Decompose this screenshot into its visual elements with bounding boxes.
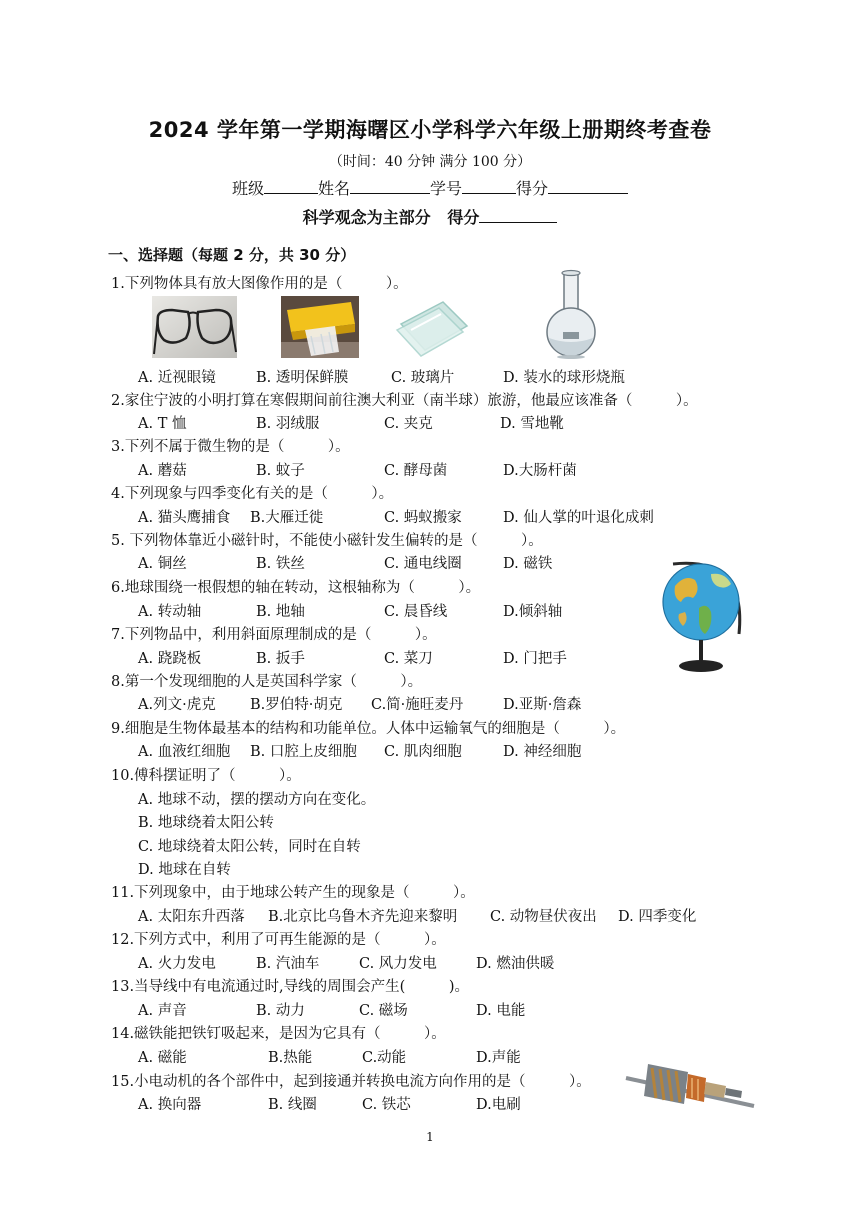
option-b[interactable]: B. 地轴 xyxy=(256,604,305,620)
motor-image xyxy=(622,1054,758,1118)
option-d[interactable]: D. 装水的球形烧瓶 xyxy=(503,370,625,386)
class-label: 班级 xyxy=(231,179,264,198)
option-b[interactable]: B. 汽油车 xyxy=(256,956,320,972)
option-c[interactable]: C. 动物昼伏夜出 xyxy=(490,909,597,925)
name-label: 姓名 xyxy=(317,179,350,198)
option-b[interactable]: B. 口腔上皮细胞 xyxy=(250,744,357,760)
question-13: 13.当导线中有电流通过时,导线的周围会产生( )。 xyxy=(111,979,469,995)
option-b[interactable]: B. 动力 xyxy=(256,1003,305,1019)
option-c[interactable]: C. 菜刀 xyxy=(384,651,433,667)
option-a[interactable]: A. 太阳东升西落 xyxy=(138,909,245,925)
question-8: 8.第一个发现细胞的人是英国科学家（ ）。 xyxy=(111,674,423,690)
option-a[interactable]: A. 声音 xyxy=(138,1003,187,1019)
exam-title: 2024 学年第一学期海曙区小学科学六年级上册期终考查卷 xyxy=(148,118,712,142)
number-label: 学号 xyxy=(430,179,463,198)
question-7: 7.下列物品中，利用斜面原理制成的是（ ）。 xyxy=(111,627,437,643)
question-2: 2.家住宁波的小明打算在寒假期间前往澳大利亚（南半球）旅游，他最应该准备（ ）。 xyxy=(111,393,698,409)
option-d[interactable]: D.倾斜轴 xyxy=(503,604,563,620)
option-c[interactable]: C. 通电线圈 xyxy=(384,556,462,572)
score-blank[interactable] xyxy=(548,177,628,194)
plastic-wrap-image xyxy=(281,296,359,358)
option-c[interactable]: C. 酵母菌 xyxy=(384,463,448,479)
option-c[interactable]: C. 夹克 xyxy=(384,416,433,432)
option-b[interactable]: B. 地球绕着太阳公转 xyxy=(138,815,274,831)
option-b[interactable]: B. 线圈 xyxy=(268,1097,317,1113)
option-c[interactable]: C. 地球绕着太阳公转，同时在自转 xyxy=(138,839,361,855)
option-c[interactable]: C. 晨昏线 xyxy=(384,604,448,620)
option-a[interactable]: A. 蘑菇 xyxy=(138,463,187,479)
option-d[interactable]: D. 门把手 xyxy=(503,651,567,667)
option-a[interactable]: A. 跷跷板 xyxy=(138,651,202,667)
part-score-blank[interactable] xyxy=(479,206,557,223)
option-a[interactable]: A. 磁能 xyxy=(138,1050,187,1066)
option-b[interactable]: B. 扳手 xyxy=(256,651,305,667)
option-a[interactable]: A. 换向器 xyxy=(138,1097,202,1113)
option-d[interactable]: D.电刷 xyxy=(476,1097,521,1113)
student-info-line xyxy=(0,176,860,199)
glass-plate-image xyxy=(391,296,473,358)
question-12: 12.下列方式中，利用了可再生能源的是（ ）。 xyxy=(111,932,446,948)
score-label: 得分 xyxy=(516,179,549,198)
globe-image xyxy=(655,550,751,680)
section-heading: 一、选择题（每题 2 分，共 30 分） xyxy=(108,246,356,264)
question-4: 4.下列现象与四季变化有关的是（ ）。 xyxy=(111,486,394,502)
option-a[interactable]: A. 火力发电 xyxy=(138,956,216,972)
option-b[interactable]: B.大雁迁徙 xyxy=(250,510,324,526)
option-d[interactable]: D. 燃油供暖 xyxy=(476,956,555,972)
option-b[interactable]: B. 蚊子 xyxy=(256,463,305,479)
option-c[interactable]: C.动能 xyxy=(362,1050,407,1066)
option-c[interactable]: C. 磁场 xyxy=(359,1003,408,1019)
option-d[interactable]: D.大肠杆菌 xyxy=(503,463,577,479)
option-b[interactable]: B. 羽绒服 xyxy=(256,416,320,432)
option-d[interactable]: D.亚斯·詹森 xyxy=(503,697,582,713)
option-b[interactable]: B.热能 xyxy=(268,1050,313,1066)
question-15: 15.小电动机的各个部件中，起到接通并转换电流方向作用的是（ ）。 xyxy=(111,1074,591,1090)
question-1: 1.下列物体具有放大图像作用的是（ ）。 xyxy=(111,276,408,292)
question-3: 3.下列不属于微生物的是（ ）。 xyxy=(111,439,350,455)
option-d[interactable]: D. 四季变化 xyxy=(618,909,697,925)
option-a[interactable]: A. 血液红细胞 xyxy=(138,744,231,760)
option-d[interactable]: D.声能 xyxy=(476,1050,521,1066)
option-d[interactable]: D. 神经细胞 xyxy=(503,744,582,760)
question-10: 10.傅科摆证明了（ ）。 xyxy=(111,768,301,784)
option-a[interactable]: A. 近视眼镜 xyxy=(138,370,216,386)
part-score-line xyxy=(0,205,860,228)
round-flask-image xyxy=(539,268,603,360)
option-c[interactable]: C.简·施旺麦丹 xyxy=(371,697,464,713)
question-11: 11.下列现象中，由于地球公转产生的现象是（ ）。 xyxy=(111,885,475,901)
part-score-label: 得分 xyxy=(447,208,480,227)
option-c[interactable]: C. 肌肉细胞 xyxy=(384,744,462,760)
option-a[interactable]: A. 地球不动，摆的摆动方向在变化。 xyxy=(138,792,376,808)
option-c[interactable]: C. 铁芯 xyxy=(362,1097,411,1113)
option-c[interactable]: C. 玻璃片 xyxy=(391,370,455,386)
question-9: 9.细胞是生物体最基本的结构和功能单位。人体中运输氧气的细胞是（ ）。 xyxy=(111,721,626,737)
option-d[interactable]: D. 电能 xyxy=(476,1003,526,1019)
question-6: 6.地球围绕一根假想的轴在转动，这根轴称为（ ）。 xyxy=(111,580,481,596)
option-c[interactable]: C. 风力发电 xyxy=(359,956,437,972)
option-a[interactable]: A. 转动轴 xyxy=(138,604,202,620)
class-blank[interactable] xyxy=(264,177,318,194)
question-14: 14.磁铁能把铁钉吸起来，是因为它具有（ ）。 xyxy=(111,1026,446,1042)
question-5: 5. 下列物体靠近小磁针时，不能使小磁针发生偏转的是（ ）。 xyxy=(111,533,543,549)
option-d[interactable]: D. 雪地靴 xyxy=(500,416,564,432)
exam-subtitle: （时间：40 分钟 满分 100 分） xyxy=(328,154,532,170)
name-blank[interactable] xyxy=(350,177,430,194)
option-d[interactable]: D. 磁铁 xyxy=(503,556,553,572)
option-a[interactable]: A. T 恤 xyxy=(138,416,187,432)
option-b[interactable]: B.北京比乌鲁木齐先迎来黎明 xyxy=(268,909,458,925)
option-a[interactable]: A. 猫头鹰捕食 xyxy=(138,510,231,526)
glasses-image xyxy=(152,296,237,358)
option-d[interactable]: D. 仙人掌的叶退化成刺 xyxy=(503,510,654,526)
option-b[interactable]: B. 铁丝 xyxy=(256,556,305,572)
number-blank[interactable] xyxy=(462,177,516,194)
option-a[interactable]: A.列文·虎克 xyxy=(138,697,216,713)
part-label: 科学观念为主部分 xyxy=(302,208,431,227)
option-d[interactable]: D. 地球在自转 xyxy=(138,862,231,878)
option-b[interactable]: B.罗伯特·胡克 xyxy=(250,697,343,713)
option-a[interactable]: A. 铜丝 xyxy=(138,556,187,572)
option-c[interactable]: C. 蚂蚁搬家 xyxy=(384,510,462,526)
page-number: 1 xyxy=(426,1130,434,1144)
option-b[interactable]: B. 透明保鲜膜 xyxy=(256,370,349,386)
